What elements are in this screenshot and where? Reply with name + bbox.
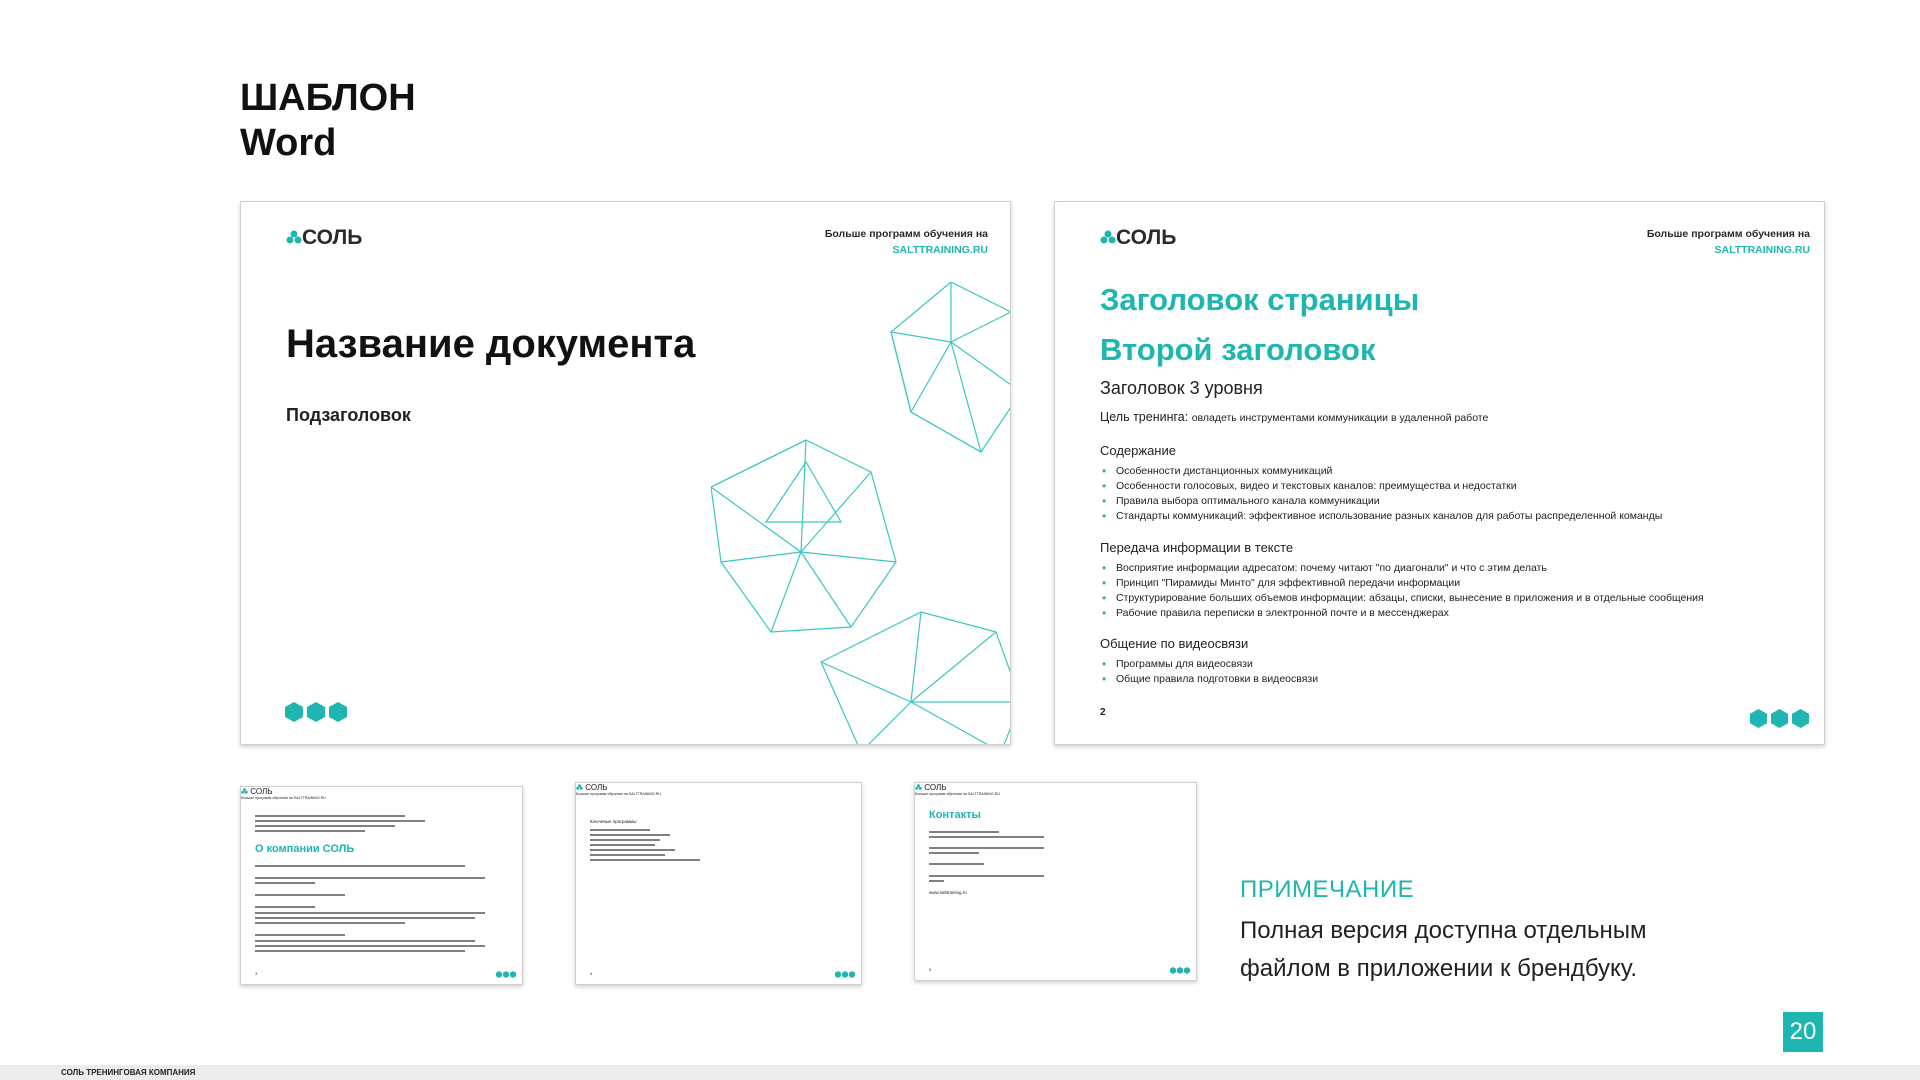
- text-line: [255, 825, 395, 827]
- text-line: [255, 950, 465, 952]
- hexagon-icon: [1750, 709, 1767, 728]
- list-item: • Правила выбора оптимального канала коммуникации: [1100, 494, 1662, 509]
- list-item: • Особенности голосовых, видео и текстовых каналов: преимущества и недостатки: [1100, 479, 1662, 494]
- brand-hexagons: [1750, 709, 1809, 728]
- logo-mark-icon: [241, 787, 250, 796]
- heading-level-3: Заголовок 3 уровня: [1100, 378, 1263, 398]
- document-title: Название документа: [286, 322, 696, 366]
- document-content-page: [1054, 201, 1825, 745]
- text-line: [255, 912, 485, 914]
- thumb-heading: Контакты: [929, 809, 981, 821]
- brand-hexagons: [285, 702, 347, 722]
- text-line: [255, 877, 485, 879]
- thumbnail-programs-page: [575, 782, 862, 985]
- text-line: [590, 829, 650, 831]
- text-line: [590, 839, 660, 841]
- section-list: [1100, 657, 1318, 687]
- text-line: [929, 831, 999, 833]
- thumbnail-about-page: [240, 786, 523, 985]
- text-line: [255, 940, 475, 942]
- text-line: [255, 865, 465, 867]
- header-promo: [576, 792, 861, 797]
- footer-bar: [0, 1065, 1920, 1080]
- text-line: [590, 834, 670, 836]
- footer-text: СОЛЬ ТРЕНИНГОВАЯ КОМПАНИЯ: [61, 1068, 196, 1077]
- header-promo: [241, 796, 522, 801]
- hexagon-icon: [835, 971, 841, 978]
- promo-link: SALTTRAINING.RU: [628, 792, 661, 796]
- text-line: [255, 917, 475, 919]
- text-line: [590, 854, 665, 856]
- section-title: Передача информации в тексте: [1100, 540, 1294, 555]
- text-line: [590, 849, 675, 851]
- hexagon-icon: [1184, 967, 1190, 974]
- hexagon-icon: [1771, 709, 1788, 728]
- note-line-1: Полная версия доступна отдельным: [1240, 917, 1647, 944]
- polyhedron-decoration-icon: [711, 282, 1011, 745]
- page-number: 2: [1100, 707, 1106, 718]
- text-line: [929, 863, 984, 865]
- logo-text: СОЛЬ: [1116, 226, 1177, 249]
- promo-link: SALTTRAINING.RU: [293, 796, 326, 800]
- logo-mark-icon: [286, 226, 302, 250]
- list-item: • Программы для видеосвязи: [1100, 657, 1318, 672]
- promo-link[interactable]: SALTTRAINING.RU: [892, 244, 988, 256]
- promo-line: Больше программ обучения на: [915, 792, 967, 796]
- note-line-2: файлом в приложении к брендбуку.: [1240, 955, 1638, 982]
- brand-logo: [915, 783, 1196, 792]
- list-item: • Рабочие правила переписки в электронной почте и в мессенджерах: [1100, 606, 1704, 621]
- text-line: [929, 880, 944, 882]
- text-line: [255, 906, 315, 908]
- document-subtitle: Подзаголовок: [286, 405, 411, 425]
- promo-line: Больше программ обучения на: [241, 796, 293, 800]
- thumb-label: Ключевые программы:: [590, 819, 638, 824]
- text-line: [929, 847, 1044, 849]
- hexagon-icon: [496, 971, 502, 978]
- list-item: • Особенности дистанционных коммуникаций: [1100, 464, 1662, 479]
- hexagon-icon: [1792, 709, 1809, 728]
- hexagon-icon: [849, 971, 855, 978]
- thumb-heading: О компании СОЛЬ: [255, 843, 355, 855]
- hexagon-icon: [503, 971, 509, 978]
- text-line: [929, 875, 1044, 877]
- logo-text: СОЛЬ: [924, 783, 947, 792]
- header-promo: [1647, 226, 1810, 258]
- hexagon-icon: [1177, 967, 1183, 974]
- document-cover-page: [240, 201, 1011, 745]
- promo-line: Больше программ обучения на: [576, 792, 628, 796]
- header-promo: [915, 792, 1196, 797]
- heading-level-1: Заголовок страницы: [1100, 282, 1420, 317]
- hexagon-icon: [285, 702, 303, 722]
- text-line: [929, 852, 979, 854]
- note-label: ПРИМЕЧАНИЕ: [1240, 876, 1415, 903]
- brand-logo: [576, 783, 861, 792]
- heading-level-2: Второй заголовок: [1100, 332, 1376, 367]
- page-number: 3: [255, 971, 258, 976]
- goal-text: овладеть инструментами коммуникации в удаленной работе: [1191, 412, 1489, 424]
- brand-logo: [241, 787, 522, 796]
- text-line: [255, 830, 365, 832]
- brand-hexagons: [496, 971, 516, 978]
- logo-text: СОЛЬ: [250, 787, 273, 796]
- section-title: Содержание: [1100, 443, 1176, 458]
- text-line: [255, 922, 405, 924]
- text-line: [590, 859, 700, 861]
- logo-mark-icon: [1100, 226, 1116, 250]
- logo-mark-icon: [915, 783, 924, 792]
- text-line: [255, 945, 485, 947]
- list-item: • Восприятие информации адресатом: почему читают "по диагонали" и что с этим делать: [1100, 561, 1704, 576]
- section-title: Общение по видеосвязи: [1100, 636, 1249, 651]
- slide-title-line2: Word: [240, 122, 337, 164]
- training-goal: [1100, 410, 1488, 424]
- brand-logo: [1100, 226, 1176, 250]
- slide-number-badge: 20: [1783, 1012, 1823, 1052]
- promo-link[interactable]: SALTTRAINING.RU: [1714, 244, 1810, 256]
- section-list: [1100, 561, 1704, 621]
- text-line: [255, 815, 405, 817]
- slide-title: [240, 76, 416, 166]
- thumbnail-contacts-page: [914, 782, 1197, 981]
- text-line: [255, 882, 315, 884]
- list-item: • Принцип "Пирамиды Минто" для эффективной передачи информации: [1100, 576, 1704, 591]
- contacts-website-link: www.salttraining.ru: [929, 890, 967, 895]
- logo-text: СОЛЬ: [585, 783, 608, 792]
- note-text: [1240, 912, 1647, 988]
- list-item: • Стандарты коммуникаций: эффективное использование разных каналов для работы распределенной команды: [1100, 509, 1662, 524]
- text-line: [929, 836, 1044, 838]
- brand-logo: [286, 226, 362, 250]
- brand-hexagons: [1170, 967, 1190, 974]
- list-item: • Структурирование больших объемов информации: абзацы, списки, вынесение в приложения и в отдельные сообщения: [1100, 591, 1704, 606]
- promo-link: SALTTRAINING.RU: [967, 792, 1000, 796]
- slide-title-line1: ШАБЛОН: [240, 77, 416, 119]
- text-line: [255, 934, 345, 936]
- logo-mark-icon: [576, 783, 585, 792]
- promo-line: Больше программ обучения на: [1646, 228, 1810, 240]
- text-line: [255, 894, 345, 896]
- brand-hexagons: [835, 971, 855, 978]
- header-promo: [825, 226, 988, 258]
- promo-line: Больше программ обучения на: [824, 228, 988, 240]
- hexagon-icon: [1170, 967, 1176, 974]
- hexagon-icon: [307, 702, 325, 722]
- list-item: • Общие правила подготовки в видеосвязи: [1100, 672, 1318, 687]
- text-line: [590, 844, 655, 846]
- section-list: [1100, 464, 1662, 524]
- hexagon-icon: [510, 971, 516, 978]
- page-number: 5: [929, 967, 932, 972]
- text-line: [255, 820, 425, 822]
- hexagon-icon: [842, 971, 848, 978]
- logo-text: СОЛЬ: [302, 226, 363, 249]
- hexagon-icon: [329, 702, 347, 722]
- goal-label: Цель тренинга:: [1100, 410, 1189, 424]
- page-number: 4: [590, 971, 593, 976]
